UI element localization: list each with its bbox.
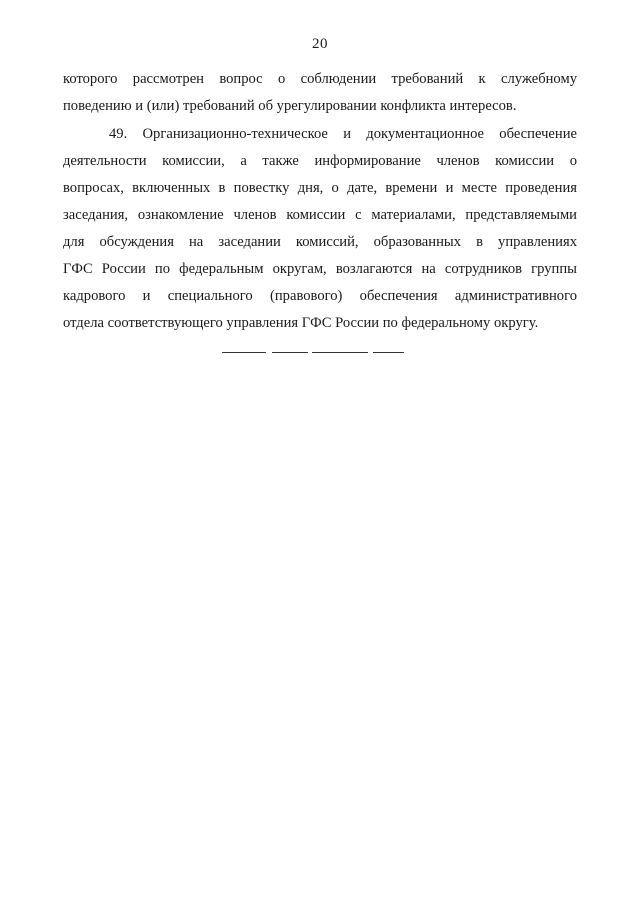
- text-line: кадрового и специального (правового) обеспечения административного: [63, 288, 577, 304]
- paragraph-49: [63, 121, 577, 337]
- end-of-document-rule: [222, 352, 404, 353]
- text-line: ГФС России по федеральным округам, возлагаются на сотрудников группы: [63, 261, 577, 277]
- page-number: 20: [312, 36, 328, 52]
- text-line: заседания, ознакомление членов комиссии с материалами, представляемыми: [63, 207, 577, 223]
- text-line: отдела соответствующего управления ГФС России по федеральному округу.: [63, 315, 539, 331]
- continuation-paragraph: [63, 66, 577, 120]
- rule-gap: [368, 351, 373, 354]
- text-line: 49. Организационно-техническое и документационное обеспечение: [109, 126, 577, 142]
- text-line: вопросах, включенных в повестку дня, о дате, времени и месте проведения: [63, 180, 577, 196]
- rule-gap: [308, 351, 312, 354]
- text-line: деятельности комиссии, а также информирование членов комиссии о: [63, 153, 577, 169]
- text-line: для обсуждения на заседании комиссий, образованных в управлениях: [63, 234, 577, 250]
- text-line: поведению и (или) требований об урегулировании конфликта интересов.: [63, 98, 517, 114]
- rule-gap: [266, 351, 272, 354]
- text-line: которого рассмотрен вопрос о соблюдении требований к служебному: [63, 71, 577, 87]
